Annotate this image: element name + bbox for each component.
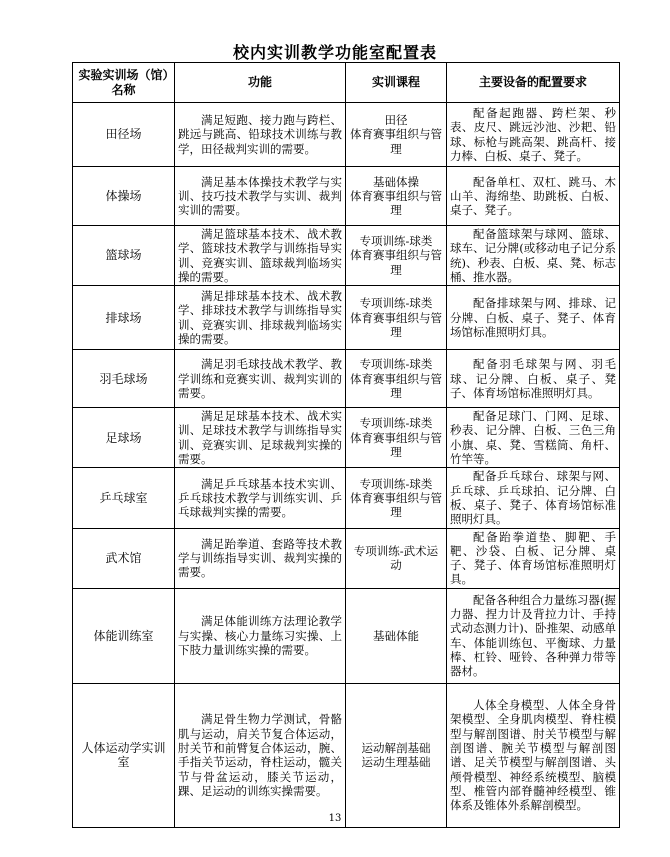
course-cell: 专项训练-球类 体育赛事组织与管理: [346, 226, 447, 286]
equipment-cell: 配备各种组合力量练习器(握力器、捏力计及背拉力计、手持式动态测力计)、卧推架、动感单车、体能训练包、平衡球、力量棒、杠铃、哑铃、各种弹力带等器材。: [447, 588, 620, 683]
header-venue: 实验实训场（馆）名称: [73, 63, 175, 103]
equipment-cell: 配备足球门、门网、足球、秒表、记分牌、白板、三色三角小旗、桌、凳、雪糕筒、角杆、竹竿等。: [447, 408, 620, 468]
function-cell: 满足基本体操技术教学与实训、技巧技术教学与实训、裁判实训的需要。: [175, 167, 346, 226]
equipment-cell: 配备跆拳道垫、脚靶、手靶、沙袋、白板、记分牌、桌子、凳子、体育场馆标准照明灯具。: [447, 528, 620, 588]
venue-cell: 篮球场: [73, 226, 175, 286]
equipment-cell: 配备排球架与网、排球、记分牌、白板、桌子、凳子、体育场馆标准照明灯具。: [447, 286, 620, 350]
equipment-cell: 配备单杠、双杠、跳马、木山羊、海绵垫、助跳板、白板、桌子、凳子。: [447, 167, 620, 226]
venue-cell: 体操场: [73, 167, 175, 226]
course-cell: 专项训练-球类 体育赛事组织与管理: [346, 286, 447, 350]
course-cell: 专项训练-球类 体育赛事组织与管理: [346, 468, 447, 528]
venue-cell: 排球场: [73, 286, 175, 350]
config-table: [72, 62, 620, 828]
header-function: 功能: [175, 63, 346, 103]
function-cell: 满足短跑、接力跑与跨栏、跳远与跳高、铅球技术训练与教学，田径裁判实训的需要。: [175, 103, 346, 167]
table-row: [73, 468, 620, 528]
function-cell: 满足足球基本技术、战术实训、足球技术教学与训练指导实训、竞赛实训、足球裁判实操的需要。: [175, 408, 346, 468]
course-cell: 专项训练-武术运动: [346, 528, 447, 588]
table-row: [73, 286, 620, 350]
table-row: [73, 528, 620, 588]
venue-cell: 羽毛球场: [73, 350, 175, 408]
venue-cell: 武术馆: [73, 528, 175, 588]
venue-cell: 乒乓球室: [73, 468, 175, 528]
table-row: [73, 408, 620, 468]
course-cell: 运动解剖基础 运动生理基础: [346, 683, 447, 827]
table-row: [73, 588, 620, 683]
function-cell: 满足羽毛球技战术教学、教学训练和竞赛实训、裁判实训的需要。: [175, 350, 346, 408]
venue-cell: 田径场: [73, 103, 175, 167]
table-row: [73, 167, 620, 226]
header-equipment: 主要设备的配置要求: [447, 63, 620, 103]
equipment-cell: 配备起跑器、跨栏架、秒表、皮尺、跳远沙池、沙耙、铅球、标枪与跳高架、跳高杆、接力棒、白板、桌子、凳子。: [447, 103, 620, 167]
course-cell: 专项训练-球类 体育赛事组织与管理: [346, 408, 447, 468]
equipment-cell: 配备羽毛球架与网、羽毛球、记分牌、白板、桌子、凳子、体育场馆标准照明灯具。: [447, 350, 620, 408]
function-cell: 满足跆拳道、套路等技术教学与训练指导实训、裁判实操的需要。: [175, 528, 346, 588]
course-cell: 基础体能: [346, 588, 447, 683]
venue-cell: 人体运动学实训室: [73, 683, 175, 827]
function-cell: 满足骨生物力学测试，骨骼肌与运动，肩关节复合体运动，肘关节和前臂复合体运动，腕、手指关节运动，脊柱运动，髋关节与骨盆运动，膝关节运动，踝、足运动的训练实操需要。: [175, 683, 346, 827]
table-row: [73, 103, 620, 167]
equipment-cell: 人体全身模型、人体全身骨架模型、全身肌肉模型、脊柱模型与解剖图谱、肘关节模型与解剖图谱、腕关节模型与解剖图谱、足关节模型与解剖图谱、头颅骨模型、神经系统模型、脑模型、椎管内部脊髓神经模型、锥体系及锥体外系解剖模型。: [447, 683, 620, 827]
function-cell: 满足排球基本技术、战术教学、排球技术教学与训练指导实训、竞赛实训、排球裁判临场实操的需要。: [175, 286, 346, 350]
function-cell: 满足体能训练方法理论教学与实操、核心力量练习实操、上下肢力量训练实操的需要。: [175, 588, 346, 683]
equipment-cell: 配备篮球架与球网、篮球、球车、记分牌(或移动电子记分系统)、秒表、白板、桌、凳、标志桶、推水器。: [447, 226, 620, 286]
course-cell: 田径 体育赛事组织与管理: [346, 103, 447, 167]
function-cell: 满足乒乓球基本技术实训、乒乓球技术教学与训练实训、乒乓球裁判实操的需要。: [175, 468, 346, 528]
page-title: 校内实训教学功能室配置表: [232, 43, 437, 62]
venue-cell: 体能训练室: [73, 588, 175, 683]
header-course: 实训课程: [346, 63, 447, 103]
equipment-cell: 配备乒乓球台、球架与网、乒乓球、乒乓球拍、记分牌、白板、桌子、凳子、体育场馆标准照明灯具。: [447, 468, 620, 528]
course-cell: 专项训练-球类 体育赛事组织与管理: [346, 350, 447, 408]
course-cell: 基础体操 体育赛事组织与管理: [346, 167, 447, 226]
venue-cell: 足球场: [73, 408, 175, 468]
table-row: [73, 350, 620, 408]
function-cell: 满足篮球基本技术、战术教学、篮球技术教学与训练指导实训、竞赛实训、篮球裁判临场实操的需要。: [175, 226, 346, 286]
page-number: 13: [328, 813, 342, 824]
table-row: [73, 226, 620, 286]
table-row: [73, 683, 620, 827]
